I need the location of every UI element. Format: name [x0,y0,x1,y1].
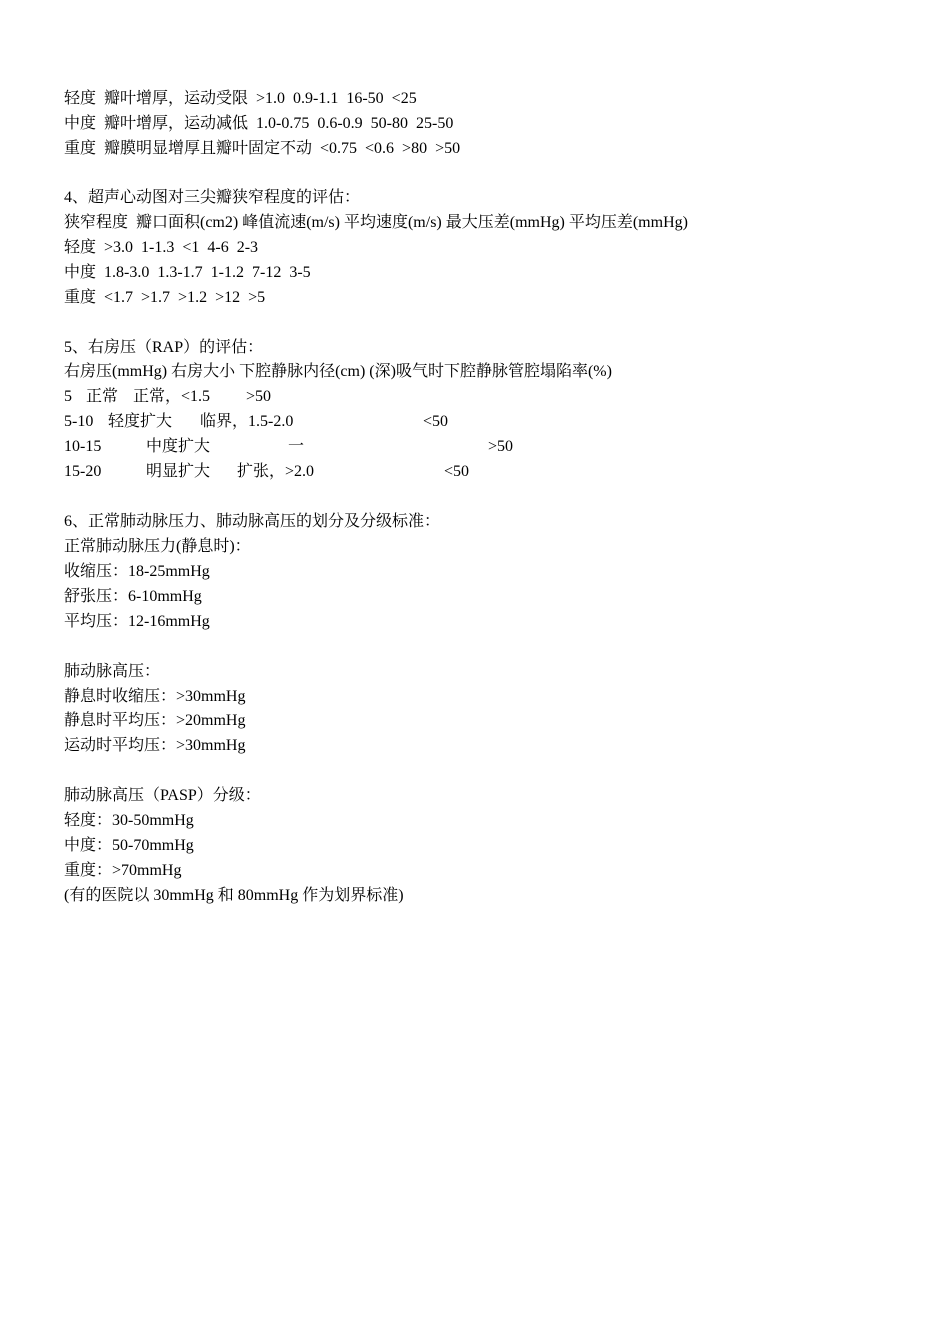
rap-collapse-rate: >50 [488,438,514,455]
rap-pressure: 10-15 [64,438,102,455]
pulmonary-hypertension-title: 肺动脉高压： [64,663,161,680]
section-6-heading: 6、正常肺动脉压力、肺动脉高压的划分及分级标准： [64,513,441,530]
tricuspid-row-moderate: 中度 1.8-3.0 1.3-1.7 1-1.2 7-12 3-5 [64,264,311,281]
rap-ivc-diameter: 一 [288,438,305,455]
pasp-note: (有的医院以 30mmHg 和 80mmHg 作为划界标准) [64,887,404,904]
rap-collapse-rate: <50 [423,413,449,430]
mitral-row-mild: 轻度 瓣叶增厚，运动受限 >1.0 0.9-1.1 16-50 <25 [64,90,417,107]
rap-atrium-size: 中度扩大 [146,438,211,455]
rap-ivc-diameter: 正常，<1.5 [133,388,211,405]
rap-row [64,386,764,408]
tricuspid-row-severe: 重度 <1.7 >1.7 >1.2 >12 >5 [64,289,266,306]
pasp-grade-item: 中度：50-70mmHg [64,837,194,854]
pasp-grade-title: 肺动脉高压（PASP）分级： [64,787,261,804]
rap-atrium-size: 明显扩大 [146,463,211,480]
pulmonary-hypertension-item: 静息时收缩压：>30mmHg [64,688,246,705]
pulmonary-hypertension-item: 静息时平均压：>20mmHg [64,712,246,729]
pasp-grade-item: 轻度：30-50mmHg [64,812,194,829]
normal-pressure-item: 舒张压：6-10mmHg [64,588,202,605]
normal-pressure-item: 收缩压：18-25mmHg [64,563,210,580]
rap-pressure: 5-10 [64,413,94,430]
rap-ivc-diameter: 扩张，>2.0 [237,463,315,480]
rap-row [64,436,764,458]
rap-row [64,461,764,483]
section-5-header-row: 右房压(mmHg) 右房大小 下腔静脉内径(cm) (深)吸气时下腔静脉管腔塌陷率(%) [64,363,612,380]
section-4-header-row: 狭窄程度 瓣口面积(cm2) 峰值流速(m/s) 平均速度(m/s) 最大压差(mmHg) 平均压差(mmHg) [64,214,688,231]
rap-row [64,411,764,433]
rap-atrium-size: 轻度扩大 [108,413,173,430]
normal-pressure-item: 平均压：12-16mmHg [64,613,210,630]
section-5-heading: 5、右房压（RAP）的评估： [64,339,264,356]
rap-collapse-rate: >50 [246,388,272,405]
rap-pressure: 5 [64,388,72,405]
mitral-row-moderate: 中度 瓣叶增厚，运动减低 1.0-0.75 0.6-0.9 50-80 25-50 [64,115,454,132]
rap-pressure: 15-20 [64,463,102,480]
pasp-grade-item: 重度：>70mmHg [64,862,182,879]
normal-pressure-title: 正常肺动脉压力(静息时)： [64,538,251,555]
rap-collapse-rate: <50 [444,463,470,480]
pulmonary-hypertension-item: 运动时平均压：>30mmHg [64,737,246,754]
section-4-heading: 4、超声心动图对三尖瓣狭窄程度的评估： [64,189,361,206]
rap-atrium-size: 正常 [86,388,119,405]
tricuspid-row-mild: 轻度 >3.0 1-1.3 <1 4-6 2-3 [64,239,259,256]
rap-ivc-diameter: 临界，1.5-2.0 [200,413,294,430]
mitral-row-severe: 重度 瓣膜明显增厚且瓣叶固定不动 <0.75 <0.6 >80 >50 [64,140,461,157]
